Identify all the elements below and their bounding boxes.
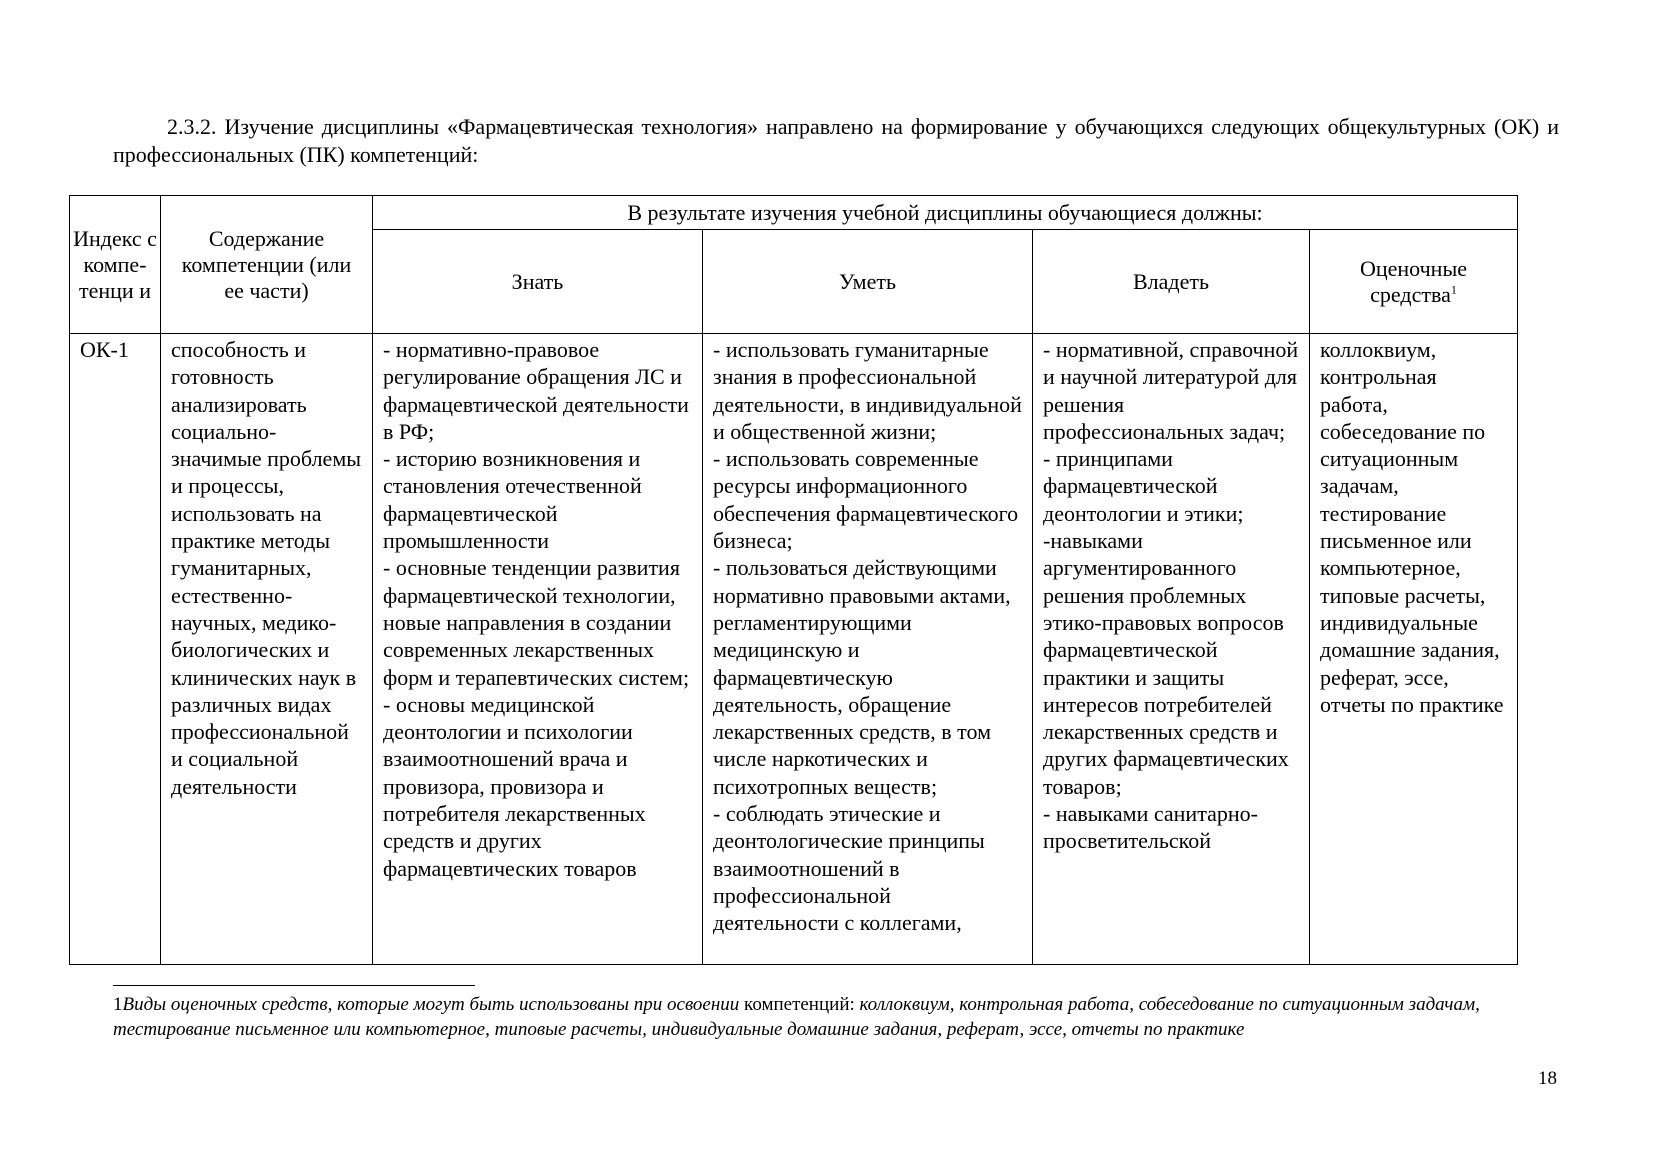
cell-index (70, 334, 161, 965)
footnote-ref: 1 (1450, 282, 1457, 297)
cell-assess (1310, 334, 1518, 965)
cell-assess-text: коллоквиум, контрольная работа, собеседование по ситуационным задачам, тестирование письменное или компьютерное, типовые расчеты, индивидуальные домашние задания, реферат, эссе, отчеты по практике (1320, 337, 1504, 717)
cell-own-text: - нормативной, справочной и научной литературой для решения профессиональных задач; - принципами фармацевтической деонтологии и этики; -навыками аргументированного решения проблемных этико-правовых вопросов фармацевтической практики и защиты интересов потребителей лекарственных средств и других фармацевтических товаров; - навыками санитарно-просветительской (1043, 337, 1299, 854)
header-content: Содержание компетенции (или ее части) (161, 196, 373, 334)
cell-content-text: способность и готовность анализировать социально-значимые проблемы и процессы, использовать на практике методы гуманитарных, естественно-научных, медико-биологических и клинических наук в различных видах профессиональной и социальной деятельности (171, 337, 362, 799)
footnote-part2: компетенций: (739, 994, 860, 1015)
page-number: 18 (1538, 1068, 1557, 1089)
cell-content (161, 334, 373, 965)
cell-know (373, 334, 703, 965)
header-can: Уметь (703, 230, 1033, 334)
table-row (70, 334, 1518, 965)
intro-paragraph: 2.3.2. Изучение дисциплины «Фармацевтическая технология» направлено на формирование у обучающихся следующих общекультурных (ОК) и профессиональных (ПК) компетенций: (113, 114, 1559, 167)
header-know: Знать (373, 230, 703, 334)
header-own: Владеть (1033, 230, 1310, 334)
footnote-number: 1 (113, 994, 123, 1015)
cell-own (1033, 334, 1310, 965)
cell-can-text: - использовать гуманитарные знания в профессиональной деятельности, в индивидуальной и общественной жизни; - использовать современные ресурсы информационного обеспечения фармацевтического бизнеса; - пользоваться действующими нормативно правовыми актами, регламентирующими медицинскую и фармацевтическую деятельность, обращение лекарственных средств, в том числе наркотических и психотропных веществ; - соблюдать этические и деонтологические принципы взаимоотношений в профессиональной деятельности с коллегами, (713, 337, 1022, 936)
footnote-separator (113, 985, 475, 986)
cell-index-text: ОК-1 (80, 337, 129, 362)
cell-can (703, 334, 1033, 965)
header-group: В результате изучения учебной дисциплины обучающиеся должны: (373, 196, 1518, 230)
header-assess (1310, 230, 1518, 334)
header-index: Индекс с компе-тенци и (70, 196, 161, 334)
footnote (113, 992, 1563, 1042)
footnote-part3: коллоквиум, контрольная работа, собеседование по ситуационным задачам, тестирование письменное или компьютерное, типовые расчеты, индивидуальные домашние задания, реферат, эссе, отчеты по практике (113, 994, 1480, 1040)
footnote-part1: Виды оценочных средств, которые могут быть использованы при освоении (122, 994, 740, 1015)
header-assess-label: Оценочные средства (1359, 255, 1467, 307)
cell-know-text: - нормативно-правовое регулирование обращения ЛС и фармацевтической деятельности в РФ; - историю возникновения и становления отечественной фармацевтической промышленности - основные тенденции развития фармацевтической технологии, новые направления в создании современных лекарственных форм и терапевтических систем; - основы медицинской деонтологии и психологии взаимоотношений врача и провизора, провизора и потребителя лекарственных средств и других фармацевтических товаров (383, 337, 690, 881)
competencies-table (69, 195, 1518, 965)
